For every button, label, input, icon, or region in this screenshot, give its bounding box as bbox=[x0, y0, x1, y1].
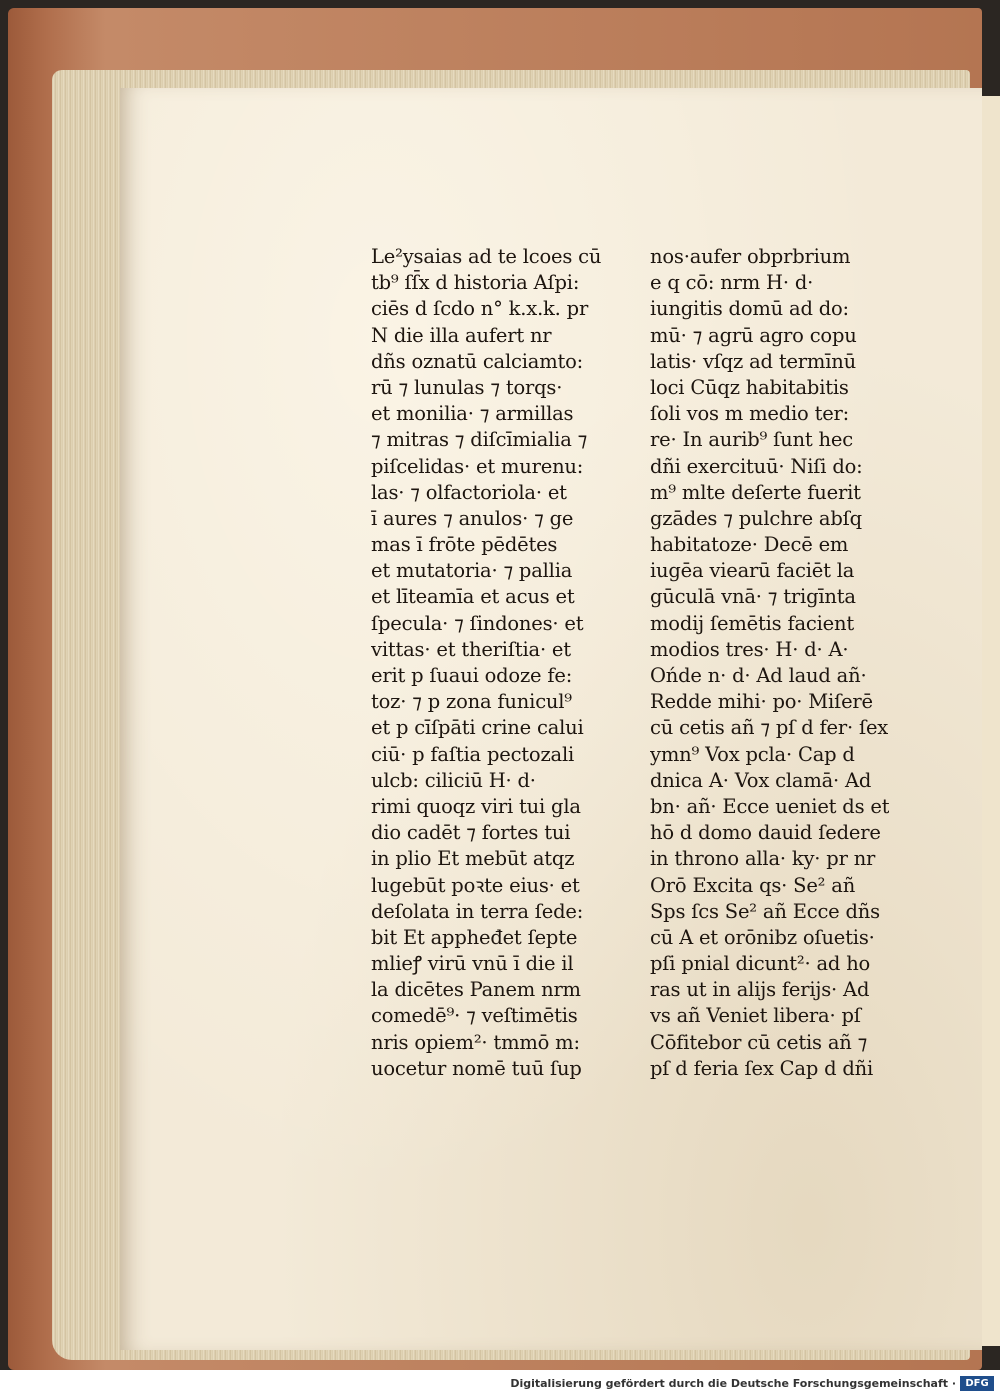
text-line: las· ⁊ olfactoriola· et bbox=[371, 480, 567, 504]
text-line: dñi exercituū· Niſi do: bbox=[650, 454, 863, 478]
text-line: in throno alla· ky· pr nr bbox=[650, 847, 876, 871]
text-line: pſi pnial dicunt²· ad ho bbox=[650, 952, 871, 976]
text-line: m⁹ mlte deſerte fuerit bbox=[650, 480, 861, 504]
text-line: et p cīſpāti crine calui bbox=[371, 716, 584, 740]
text-line: N die illa aufert nr bbox=[371, 323, 552, 347]
text-line: bit Et appheđet ſepte bbox=[371, 925, 578, 949]
text-line: toz· ⁊ p zona funicul⁹ bbox=[371, 690, 572, 714]
text-line: cū A et orōnibz oſuetis· bbox=[650, 925, 875, 949]
text-line: nos·aufer obprbrium bbox=[650, 245, 851, 268]
text-line: cū cetis añ ⁊ pſ d fer· ſex bbox=[650, 716, 889, 740]
text-line: la dicētes Panem nrm bbox=[371, 978, 581, 1002]
text-line: nris opiem²· tmmō m: bbox=[371, 1030, 580, 1054]
text-line: ⁊ mitras ⁊ diſcīmialia ⁊ bbox=[371, 428, 588, 452]
text-line: hō d domo dauid ſedere bbox=[650, 821, 881, 845]
text-line: ſpecula· ⁊ ſindones· et bbox=[371, 611, 584, 635]
text-line: et mutatoria· ⁊ pallia bbox=[371, 559, 573, 583]
text-line: ciū· p faſtia pectozali bbox=[371, 742, 575, 766]
text-line: mas ī frōte pēdētes bbox=[371, 533, 558, 557]
text-line: in plio Et mebūt atqz bbox=[371, 847, 575, 871]
text-line: modij ſemētis facient bbox=[650, 611, 854, 635]
text-line: gzādes ⁊ pulchre abſq bbox=[650, 506, 862, 530]
text-line: tb⁹ ſſ̄x d historia Aſpi: bbox=[371, 271, 580, 295]
text-line: erit p ſuaui odoze fe: bbox=[371, 664, 573, 687]
text-line: uocetur nomē tuū ſup bbox=[371, 1056, 582, 1080]
text-line: ulcb: ciliciū H· d· bbox=[371, 768, 536, 792]
text-column-left bbox=[371, 244, 601, 1082]
text-line: dnica A· Vox clamā· Ad bbox=[650, 768, 872, 792]
text-line: Cōfitebor cū cetis añ ⁊ bbox=[650, 1030, 868, 1054]
text-line: et līteamīa et acus et bbox=[371, 585, 575, 609]
text-line: re· In aurib⁹ ſunt hec bbox=[650, 428, 853, 452]
text-line: rimi quoqz viri tui gla bbox=[371, 794, 581, 818]
text-line: ciēs d ſcdo n° k.x.k. pr bbox=[371, 297, 589, 321]
text-line: Redde mihi· po· Miſerē bbox=[650, 690, 873, 714]
text-line: et monilia· ⁊ armillas bbox=[371, 402, 574, 426]
dfg-logo: DFG bbox=[960, 1376, 994, 1391]
text-line: comedē⁹· ⁊ veſtimētis bbox=[371, 1004, 578, 1028]
text-line: iugēa viearū faciēt la bbox=[650, 559, 855, 583]
text-column-right bbox=[650, 244, 889, 1082]
text-line: ymn⁹ Vox pcla· Cap d bbox=[650, 742, 855, 766]
text-line: Orō Excita qs· Se² añ bbox=[650, 873, 856, 897]
text-line: Le²ysaias ad te lcoes cū bbox=[371, 245, 602, 268]
text-line: pſ d feria ſex Cap d dñi bbox=[650, 1056, 874, 1080]
footer-bar bbox=[0, 1372, 1000, 1396]
text-line: mū· ⁊ agrū agro copu bbox=[650, 323, 857, 347]
text-line: Sps ſcs Se² añ Ecce dñs bbox=[650, 899, 880, 923]
text-line: mlieꝭ virū vnū ī die il bbox=[371, 952, 574, 976]
text-line: gūculā vnā· ⁊ trigīnta bbox=[650, 585, 856, 609]
text-line: ſoli vos m medio ter: bbox=[650, 402, 850, 426]
footer-credit: Digitalisierung gefördert durch die Deutsche Forschungsgemeinschaft · bbox=[510, 1377, 956, 1390]
text-line: habitatoze· Decē em bbox=[650, 533, 849, 557]
text-line: ras ut in alijs ferijs· Ad bbox=[650, 978, 870, 1002]
text-line: e q cō: nrm H· d· bbox=[650, 271, 814, 295]
text-line: piſcelidas· et murenu: bbox=[371, 454, 584, 478]
text-line: vittas· et theriſtia· et bbox=[371, 637, 571, 661]
text-line: lugebūt poꝛte eius· et bbox=[371, 873, 580, 897]
text-line: ī aures ⁊ anulos· ⁊ ge bbox=[371, 506, 574, 530]
text-line: dñs oznatū calciamto: bbox=[371, 349, 584, 373]
text-line: latis· vſqz ad termīnū bbox=[650, 349, 856, 373]
text-line: rū ⁊ lunulas ⁊ torqs· bbox=[371, 375, 563, 399]
text-line: iungitis domū ad do: bbox=[650, 297, 849, 321]
text-line: dio cadēt ⁊ fortes tui bbox=[371, 821, 571, 845]
text-line: deſolata in terra ſede: bbox=[371, 899, 584, 923]
text-line: modios tres· H· d· A· bbox=[650, 637, 849, 661]
text-line: bn· añ· Ecce ueniet ds et bbox=[650, 794, 890, 818]
text-line: vs añ Veniet libera· pſ bbox=[650, 1004, 861, 1028]
text-line: loci Cūqz habitabitis bbox=[650, 375, 849, 399]
text-line: Ońde n· d· Ad laud añ· bbox=[650, 664, 867, 687]
